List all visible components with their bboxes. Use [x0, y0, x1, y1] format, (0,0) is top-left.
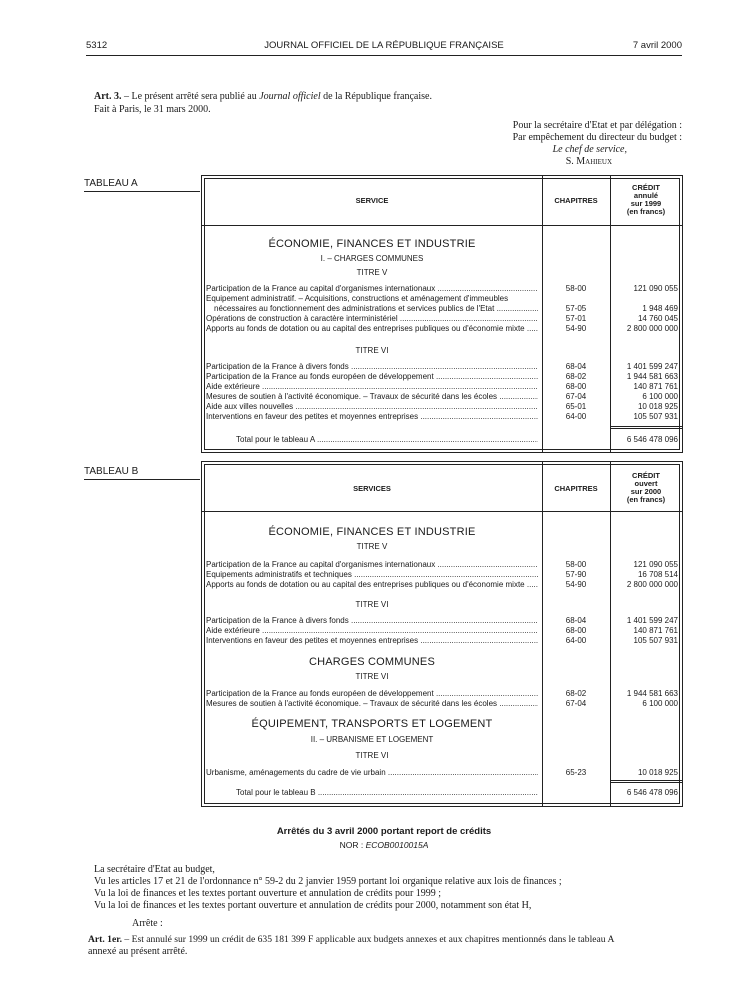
- issue-date: 7 avril 2000: [632, 40, 682, 51]
- tableau-b-label: TABLEAU B: [84, 466, 200, 480]
- table-row: [202, 294, 682, 304]
- vu-1: Vu les articles 17 et 21 de l'ordonnance n° 59-2 du 2 janvier 1959 portant loi organique relative aux lois de finances ;: [94, 876, 562, 887]
- signature-line-2: Par empêchement du directeur du budget :: [512, 132, 682, 143]
- row-amount: 10 018 925: [637, 768, 678, 777]
- row-label: Aide extérieure .....: [206, 382, 538, 392]
- header-rule: [86, 55, 682, 56]
- credit-line: (en francs): [626, 495, 666, 504]
- credit-line: CRÉDIT: [632, 471, 660, 480]
- total-label: Total pour le tableau A .....: [236, 435, 538, 445]
- journal-title: JOURNAL OFFICIEL DE LA RÉPUBLIQUE FRANÇAISE: [264, 40, 504, 51]
- row-amount: 121 090 055: [633, 560, 678, 569]
- table-row: [202, 362, 682, 372]
- row-label: Apports au fonds de dotation ou au capital des entreprises publiques ou d'économie mixte .....: [206, 580, 538, 590]
- credit-line: annulé: [633, 191, 659, 200]
- row-label: Participation de la France au fonds européen de développement .....: [206, 372, 538, 382]
- table-row: [202, 324, 682, 334]
- total-rule: [610, 782, 682, 783]
- article-3-journal: Journal officiel: [259, 91, 321, 102]
- row-amount: 16 708 514: [637, 570, 678, 579]
- total-rule: [610, 428, 682, 429]
- table-row: [202, 580, 682, 590]
- table-row: [202, 636, 682, 646]
- table-row: [202, 284, 682, 294]
- row-chapitre: 65-01: [565, 402, 587, 411]
- nor-line: [86, 840, 682, 850]
- article-1-label: Art. 1er.: [88, 934, 123, 945]
- col-header-chapitres: CHAPITRES: [554, 484, 598, 493]
- arretes-intro: La secrétaire d'Etat au budget,: [94, 864, 215, 875]
- row-amount: 140 871 761: [633, 626, 678, 635]
- row-amount: 1 401 599 247: [626, 362, 678, 371]
- nor-code: ECOB0010015A: [365, 840, 429, 850]
- article-1: [88, 934, 682, 947]
- row-amount: 121 090 055: [633, 284, 678, 293]
- row-label: Aide aux villes nouvelles .....: [206, 402, 538, 412]
- table-row: [202, 560, 682, 570]
- row-amount: 1 948 469: [642, 304, 678, 313]
- credit-line: ouvert: [634, 479, 658, 488]
- row-amount: 14 760 045: [637, 314, 678, 323]
- tableau-b: [201, 461, 683, 807]
- signature-line-3: Le chef de service,: [552, 144, 627, 155]
- vu-2: Vu la loi de finances et les textes portant ouverture et annulation de crédits pour 1999 ;: [94, 888, 442, 899]
- credit-line: sur 2000: [630, 487, 662, 496]
- table-row: [202, 616, 682, 626]
- row-label: Interventions en faveur des petites et moyennes entreprises .....: [206, 636, 538, 646]
- signature-name: [420, 156, 682, 168]
- row-label: Equipement administratif. – Acquisitions, constructions et aménagement d'immeubles: [206, 294, 509, 303]
- section-title: I. – CHARGES COMMUNES: [320, 254, 424, 263]
- row-amount: 6 100 000: [642, 392, 678, 401]
- row-chapitre: 68-00: [565, 626, 587, 635]
- arretes-title: Arrêtés du 3 avril 2000 portant report de crédits: [276, 826, 492, 837]
- row-amount: 10 018 925: [637, 402, 678, 411]
- table-row: [202, 372, 682, 382]
- row-chapitre: 58-00: [565, 284, 587, 293]
- row-label: nécessaires au fonctionnement des administrations et services publics de l'Etat .....: [214, 304, 538, 314]
- table-row: [202, 689, 682, 699]
- table-row: [202, 626, 682, 636]
- place-date: Fait à Paris, le 31 mars 2000.: [94, 104, 211, 115]
- total-rule: [610, 426, 682, 427]
- tableau-a: [201, 175, 683, 453]
- titre-heading: TITRE VI: [355, 600, 389, 609]
- page-header: [86, 40, 682, 56]
- row-amount: 6 100 000: [642, 699, 678, 708]
- row-amount: 1 401 599 247: [626, 616, 678, 625]
- total-amount: 6 546 478 096: [626, 435, 678, 444]
- equipement-title: ÉQUIPEMENT, TRANSPORTS ET LOGEMENT: [251, 718, 493, 730]
- row-chapitre: 57-90: [565, 570, 587, 579]
- article-3-label: Art. 3.: [94, 91, 122, 102]
- section-title: II. – URBANISME ET LOGEMENT: [310, 735, 434, 744]
- vu-3: Vu la loi de finances et les textes portant ouverture et annulation de crédits pour 2000, notamment son état H,: [94, 900, 532, 911]
- row-chapitre: 57-01: [565, 314, 587, 323]
- charges-title: CHARGES COMMUNES: [308, 656, 436, 668]
- nor-label: NOR :: [339, 840, 366, 850]
- row-amount: 2 800 000 000: [626, 580, 678, 589]
- row-label: Participation de la France au fonds européen de développement .....: [206, 689, 538, 699]
- header-rule: [202, 511, 682, 512]
- table-row: [202, 402, 682, 412]
- row-chapitre: 64-00: [565, 636, 587, 645]
- row-chapitre: 58-00: [565, 560, 587, 569]
- row-amount: 1 944 581 663: [626, 372, 678, 381]
- table-row: [202, 382, 682, 392]
- row-chapitre: 67-04: [565, 699, 587, 708]
- row-amount: 105 507 931: [633, 412, 678, 421]
- table-row: [202, 570, 682, 580]
- row-amount: 105 507 931: [633, 636, 678, 645]
- row-chapitre: 65-23: [565, 768, 587, 777]
- table-row: [202, 699, 682, 709]
- table-row: [202, 314, 682, 324]
- titre-heading: TITRE V: [356, 268, 388, 277]
- row-chapitre: 64-00: [565, 412, 587, 421]
- row-label: Participation de la France à divers fonds .....: [206, 616, 538, 626]
- header-rule: [202, 225, 682, 226]
- col-header-services: SERVICES: [353, 484, 391, 493]
- row-chapitre: 68-02: [565, 372, 587, 381]
- table-row: [202, 392, 682, 402]
- total-row: [202, 788, 682, 798]
- row-amount: 140 871 761: [633, 382, 678, 391]
- col-header-credit: [610, 472, 682, 504]
- table-row: [202, 304, 682, 314]
- row-chapitre: 68-02: [565, 689, 587, 698]
- total-label: Total pour le tableau B .....: [236, 788, 538, 798]
- row-label: Equipements administratifs et techniques .....: [206, 570, 538, 580]
- row-chapitre: 54-90: [565, 324, 587, 333]
- table-row: [202, 412, 682, 422]
- credit-line: sur 1999: [630, 199, 662, 208]
- titre-heading: TITRE VI: [355, 751, 389, 760]
- total-rule: [610, 780, 682, 781]
- arrete-word: Arrête :: [132, 918, 163, 929]
- row-label: Interventions en faveur des petites et moyennes entreprises .....: [206, 412, 538, 422]
- col-header-chapitres: CHAPITRES: [554, 196, 598, 205]
- ministry-title: ÉCONOMIE, FINANCES ET INDUSTRIE: [268, 526, 476, 538]
- row-label: Aide extérieure .....: [206, 626, 538, 636]
- row-chapitre: 68-00: [565, 382, 587, 391]
- row-chapitre: 54-90: [565, 580, 587, 589]
- row-chapitre: 67-04: [565, 392, 587, 401]
- total-row: [202, 435, 682, 445]
- table-row: [202, 768, 682, 778]
- article-1-text-end: annexé au présent arrêté.: [88, 946, 188, 957]
- signature-name-text: S. Mahieux: [565, 156, 612, 167]
- row-label: Opérations de construction à caractère interministériel .....: [206, 314, 538, 324]
- article-3: [94, 91, 682, 104]
- row-amount: 2 800 000 000: [626, 324, 678, 333]
- signature-line-1: Pour la secrétaire d'Etat et par délégation :: [512, 120, 682, 131]
- row-label: Apports au fonds de dotation ou au capital des entreprises publiques ou d'économie mixte .....: [206, 324, 538, 334]
- titre-heading: TITRE V: [356, 542, 388, 551]
- article-3-text-after: de la République française.: [320, 91, 432, 102]
- row-label: Participation de la France au capital d'organismes internationaux .....: [206, 560, 538, 570]
- row-label: Mesures de soutien à l'activité économique. – Travaux de sécurité dans les écoles .....: [206, 699, 538, 709]
- credit-line: CRÉDIT: [632, 183, 660, 192]
- titre-heading: TITRE VI: [355, 346, 389, 355]
- row-chapitre: 68-04: [565, 616, 587, 625]
- tableau-a-label: TABLEAU A: [84, 178, 200, 192]
- page-number: 5312: [86, 40, 108, 51]
- col-header-credit: [610, 184, 682, 216]
- total-amount: 6 546 478 096: [626, 788, 678, 797]
- ministry-title: ÉCONOMIE, FINANCES ET INDUSTRIE: [268, 238, 476, 250]
- row-amount: 1 944 581 663: [626, 689, 678, 698]
- article-3-text-before: – Le présent arrêté sera publié au: [121, 91, 260, 102]
- credit-line: (en francs): [626, 207, 666, 216]
- article-1-text: – Est annulé sur 1999 un crédit de 635 181 399 F applicable aux budgets annexes et aux chapitres mentionnés dans le tableau A: [122, 934, 615, 945]
- row-label: Participation de la France à divers fonds .....: [206, 362, 538, 372]
- row-chapitre: 57-05: [565, 304, 587, 313]
- row-label: Participation de la France au capital d'organismes internationaux .....: [206, 284, 538, 294]
- row-label: Mesures de soutien à l'activité économique. – Travaux de sécurité dans les écoles .....: [206, 392, 538, 402]
- row-label: Urbanisme, aménagements du cadre de vie urbain .....: [206, 768, 538, 778]
- row-chapitre: 68-04: [565, 362, 587, 371]
- titre-heading: TITRE VI: [355, 672, 389, 681]
- col-header-service: SERVICE: [355, 196, 389, 205]
